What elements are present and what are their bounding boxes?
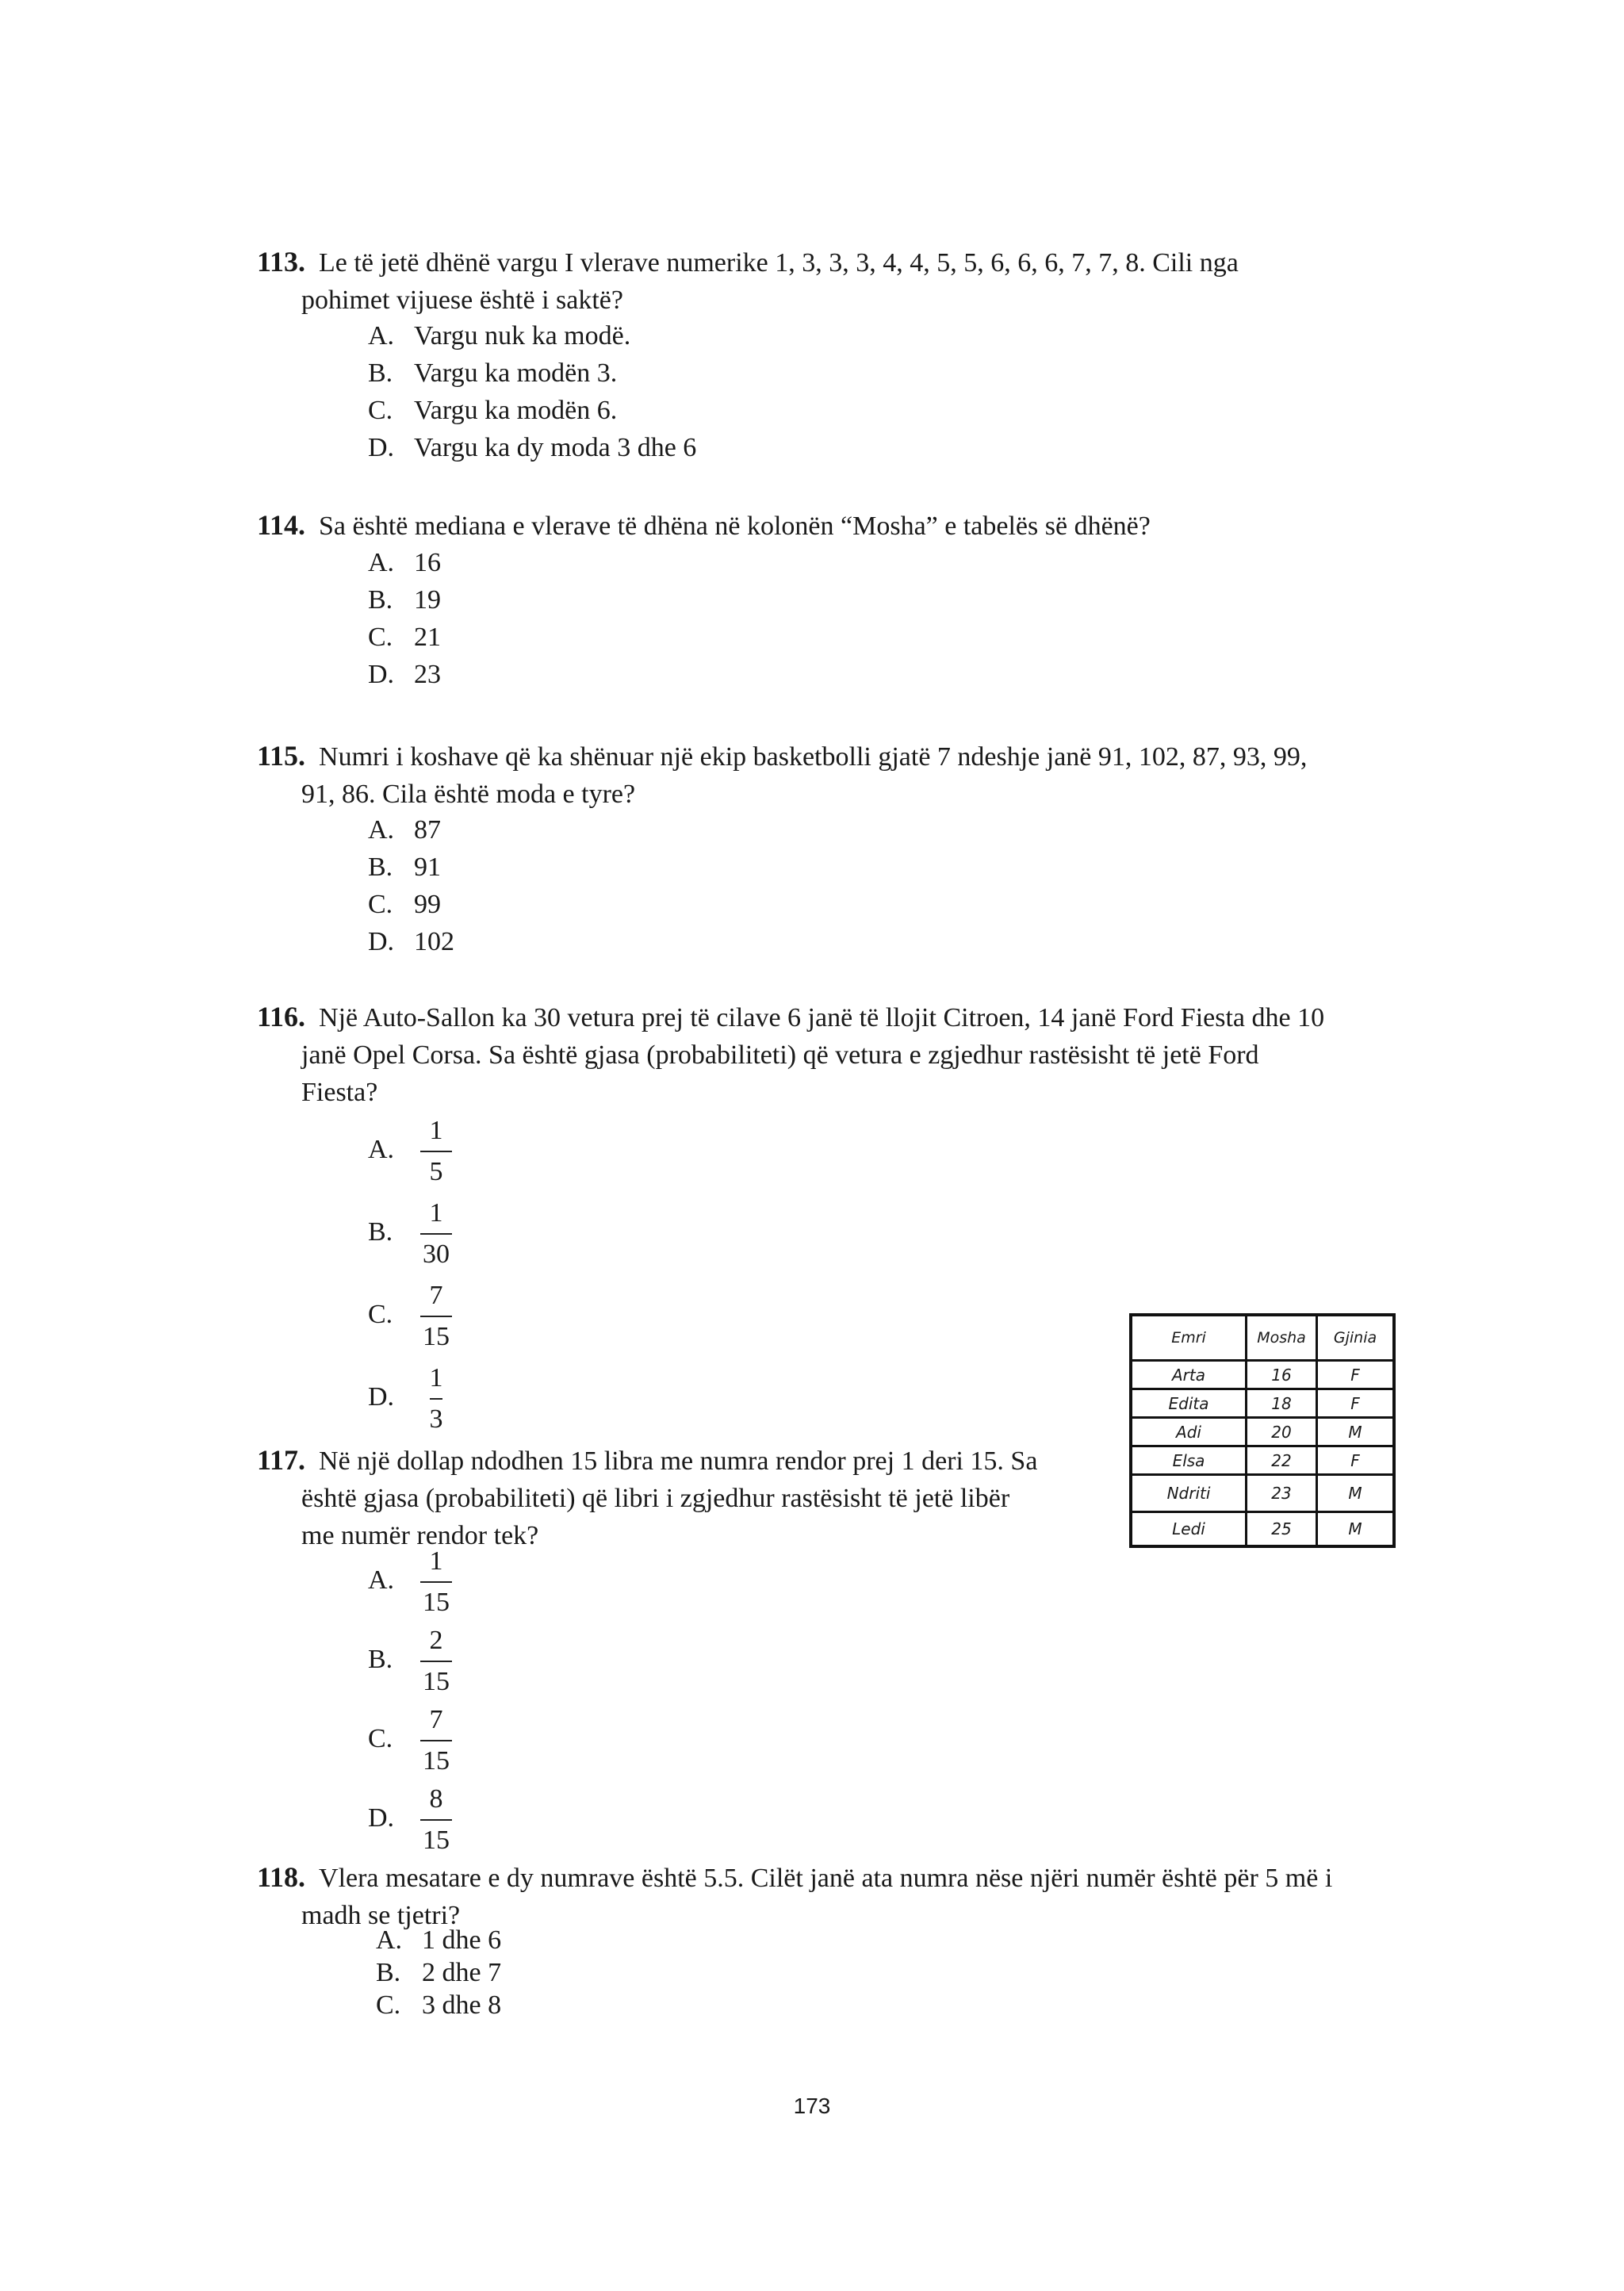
question-number: 117. (257, 1444, 306, 1476)
option: A. 1 dhe 6 (376, 1925, 502, 1955)
option: B. Vargu ka modën 3. (368, 358, 618, 388)
age-table (1129, 1313, 1396, 1548)
question-text-cont: 91, 86. Cila është moda e tyre? (301, 780, 636, 809)
question-text: Numri i koshave që ka shënuar një ekip basketbolli gjatë 7 ndeshje janë 91, 102, 87, 93, 99, (319, 742, 1308, 772)
option: A. Vargu nuk ka modë. (368, 321, 631, 351)
options-118 (376, 1924, 501, 2021)
table-row: Ledi 25 M (1131, 1512, 1394, 1547)
question-number: 118. (257, 1861, 306, 1893)
fraction: 7 15 (417, 1702, 455, 1780)
option: B. 2 dhe 7 (376, 1958, 502, 1987)
question-118 (257, 1859, 1394, 1934)
fraction: 1 15 (417, 1543, 455, 1621)
question-text: Le të jetë dhënë vargu I vlerave numerike 1, 3, 3, 3, 4, 4, 5, 5, 6, 6, 6, 7, 7, 8. Cili nga (319, 248, 1239, 278)
question-117 (257, 1442, 1091, 1554)
option: C. 7 15 (368, 1278, 527, 1357)
fraction: 1 3 (429, 1363, 443, 1434)
options-113 (368, 317, 696, 466)
option: B. 19 (368, 585, 441, 615)
question-number: 115. (257, 740, 306, 772)
fraction: 2 15 (417, 1622, 455, 1700)
question-text-cont: pohimet vijuese është i saktë? (301, 285, 623, 315)
question-number: 114. (257, 509, 306, 541)
question-114 (257, 507, 1394, 545)
table-header: Emri (1131, 1315, 1247, 1361)
option: D. 8 15 (368, 1781, 527, 1860)
question-text: Vlera mesatare e dy numrave është 5.5. Cilët janë ata numra nëse njëri numër është për 5 më i (319, 1864, 1333, 1893)
question-113 (257, 243, 1394, 319)
question-text-cont: me numër rendor tek? (301, 1521, 539, 1550)
question-text-cont: madh se tjetri? (301, 1901, 461, 1930)
question-text-cont: janë Opel Corsa. Sa është gjasa (probabiliteti) që vetura e zgjedhur rastësisht të jetë Ford (301, 1040, 1259, 1070)
option: B. 91 (368, 852, 441, 882)
option: A. 1 5 (368, 1113, 527, 1192)
option: C. Vargu ka modën 6. (368, 396, 618, 425)
table-header: Gjinia (1317, 1315, 1395, 1361)
question-text: Një Auto-Sallon ka 30 vetura prej të cilave 6 janë të llojit Citroen, 14 janë Ford Fiesta dhe 10 (319, 1003, 1325, 1032)
option: A. 16 (368, 548, 441, 577)
question-text: Në një dollap ndodhen 15 libra me numra rendor prej 1 deri 15. Sa (319, 1446, 1038, 1476)
table-header: Mosha (1247, 1315, 1317, 1361)
option: D. 1 3 (368, 1360, 527, 1439)
table-header-row (1131, 1315, 1394, 1361)
question-116 (257, 998, 1394, 1111)
option: C. 99 (368, 890, 441, 919)
table-row: Edita 18 F (1131, 1389, 1394, 1418)
table-row: Adi 20 M (1131, 1418, 1394, 1446)
question-text-cont: Fiesta? (301, 1078, 378, 1107)
question-number: 116. (257, 1001, 306, 1032)
question-text: Sa është mediana e vlerave të dhëna në kolonën “Mosha” e tabelës së dhënë? (319, 511, 1151, 541)
table-row: Elsa 22 F (1131, 1446, 1394, 1475)
option: A. 87 (368, 815, 441, 845)
options-115 (368, 811, 454, 960)
fraction: 1 5 (417, 1113, 455, 1190)
table-row: Ndriti 23 M (1131, 1475, 1394, 1512)
option: D. 102 (368, 927, 454, 956)
question-115 (257, 737, 1394, 813)
question-text-cont: është gjasa (probabiliteti) që libri i zgjedhur rastësisht të jetë libër (301, 1484, 1010, 1513)
option: C. 3 dhe 8 (376, 1990, 502, 2020)
option: D. 23 (368, 660, 441, 689)
question-number: 113. (257, 246, 306, 278)
option: B. 2 15 (368, 1622, 527, 1702)
option: A. 1 15 (368, 1543, 527, 1622)
fraction: 1 30 (417, 1195, 455, 1273)
option: C. 7 15 (368, 1702, 527, 1781)
table-row: Arta 16 F (1131, 1361, 1394, 1389)
option: D. Vargu ka dy moda 3 dhe 6 (368, 433, 697, 462)
fraction: 8 15 (417, 1781, 455, 1859)
option: C. 21 (368, 623, 441, 652)
options-114 (368, 544, 441, 693)
fraction: 7 15 (417, 1278, 455, 1355)
page-number: 173 (793, 2094, 831, 2118)
option: B. 1 30 (368, 1195, 527, 1274)
